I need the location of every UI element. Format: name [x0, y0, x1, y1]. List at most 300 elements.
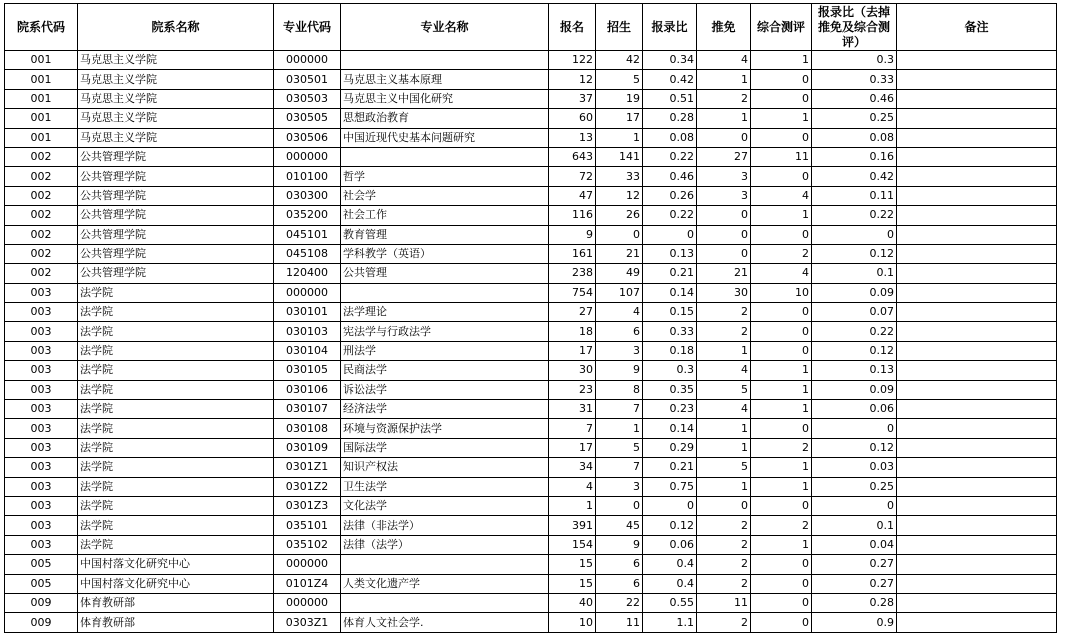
applicants-cell: 37: [549, 89, 596, 108]
admitted-cell: 45: [596, 516, 643, 535]
remarks-cell: [897, 264, 1057, 283]
major-name-cell: 教育管理: [341, 225, 549, 244]
comprehensive-cell: 0: [751, 574, 812, 593]
dept-name-cell: 法学院: [78, 303, 274, 322]
remarks-cell: [897, 361, 1057, 380]
header-ratio: 报录比: [643, 4, 697, 51]
major-name-cell: 文化法学: [341, 496, 549, 515]
remarks-cell: [897, 206, 1057, 225]
table-row: [5, 477, 1057, 496]
major-code-cell: 045108: [274, 244, 341, 263]
admitted-cell: 8: [596, 380, 643, 399]
applicants-cell: 60: [549, 109, 596, 128]
ratio-cell: 0.12: [643, 516, 697, 535]
major-name-cell: 宪法学与行政法学: [341, 322, 549, 341]
remarks-cell: [897, 341, 1057, 360]
admitted-cell: 7: [596, 458, 643, 477]
comprehensive-cell: 0: [751, 341, 812, 360]
admitted-cell: 11: [596, 613, 643, 632]
recommended-cell: 1: [697, 477, 751, 496]
comprehensive-cell: 1: [751, 51, 812, 70]
major-code-cell: 0301Z1: [274, 458, 341, 477]
applicants-cell: 643: [549, 147, 596, 166]
adjusted-ratio-cell: 0.1: [812, 516, 897, 535]
major-name-cell: 诉讼法学: [341, 380, 549, 399]
dept-code-cell: 001: [5, 89, 78, 108]
remarks-cell: [897, 400, 1057, 419]
comprehensive-cell: 10: [751, 283, 812, 302]
ratio-cell: 0.15: [643, 303, 697, 322]
dept-code-cell: 003: [5, 380, 78, 399]
remarks-cell: [897, 535, 1057, 554]
recommended-cell: 2: [697, 574, 751, 593]
major-name-cell: 中国近现代史基本问题研究: [341, 128, 549, 147]
admitted-cell: 26: [596, 206, 643, 225]
applicants-cell: 238: [549, 264, 596, 283]
major-name-cell: 体育人文社会学.: [341, 613, 549, 632]
header-comprehensive: 综合测评: [751, 4, 812, 51]
comprehensive-cell: 0: [751, 225, 812, 244]
dept-name-cell: 法学院: [78, 361, 274, 380]
dept-name-cell: 公共管理学院: [78, 186, 274, 205]
dept-name-cell: 公共管理学院: [78, 167, 274, 186]
adjusted-ratio-cell: 0.16: [812, 147, 897, 166]
admitted-cell: 1: [596, 419, 643, 438]
admitted-cell: 107: [596, 283, 643, 302]
dept-name-cell: 法学院: [78, 458, 274, 477]
table-row: [5, 244, 1057, 263]
recommended-cell: 2: [697, 303, 751, 322]
remarks-cell: [897, 225, 1057, 244]
table-row: [5, 574, 1057, 593]
applicants-cell: 122: [549, 51, 596, 70]
recommended-cell: 1: [697, 438, 751, 457]
admitted-cell: 3: [596, 477, 643, 496]
major-name-cell: 公共管理: [341, 264, 549, 283]
comprehensive-cell: 2: [751, 244, 812, 263]
comprehensive-cell: 1: [751, 535, 812, 554]
remarks-cell: [897, 593, 1057, 612]
adjusted-ratio-cell: 0.09: [812, 380, 897, 399]
adjusted-ratio-cell: 0: [812, 419, 897, 438]
adjusted-ratio-cell: 0.07: [812, 303, 897, 322]
comprehensive-cell: 0: [751, 613, 812, 632]
comprehensive-cell: 0: [751, 89, 812, 108]
remarks-cell: [897, 109, 1057, 128]
admitted-cell: 22: [596, 593, 643, 612]
dept-code-cell: 002: [5, 264, 78, 283]
dept-name-cell: 体育教研部: [78, 613, 274, 632]
admitted-cell: 12: [596, 186, 643, 205]
adjusted-ratio-cell: 0.9: [812, 613, 897, 632]
major-code-cell: 0303Z1: [274, 613, 341, 632]
major-code-cell: 035200: [274, 206, 341, 225]
dept-code-cell: 003: [5, 361, 78, 380]
comprehensive-cell: 1: [751, 380, 812, 399]
header-adjusted-ratio: 报录比（去掉推免及综合测评）: [812, 4, 897, 51]
major-code-cell: 0301Z2: [274, 477, 341, 496]
recommended-cell: 4: [697, 51, 751, 70]
comprehensive-cell: 4: [751, 186, 812, 205]
admitted-cell: 19: [596, 89, 643, 108]
adjusted-ratio-cell: 0.22: [812, 206, 897, 225]
major-name-cell: 人类文化遗产学: [341, 574, 549, 593]
applicants-cell: 154: [549, 535, 596, 554]
ratio-cell: 0: [643, 225, 697, 244]
ratio-cell: 0.4: [643, 555, 697, 574]
dept-name-cell: 马克思主义学院: [78, 109, 274, 128]
remarks-cell: [897, 283, 1057, 302]
dept-name-cell: 马克思主义学院: [78, 128, 274, 147]
remarks-cell: [897, 322, 1057, 341]
adjusted-ratio-cell: 0.25: [812, 477, 897, 496]
remarks-cell: [897, 128, 1057, 147]
comprehensive-cell: 0: [751, 555, 812, 574]
adjusted-ratio-cell: 0.12: [812, 438, 897, 457]
recommended-cell: 1: [697, 341, 751, 360]
adjusted-ratio-cell: 0.13: [812, 361, 897, 380]
adjusted-ratio-cell: 0.22: [812, 322, 897, 341]
dept-name-cell: 法学院: [78, 419, 274, 438]
admitted-cell: 49: [596, 264, 643, 283]
dept-code-cell: 002: [5, 147, 78, 166]
dept-name-cell: 中国村落文化研究中心: [78, 555, 274, 574]
remarks-cell: [897, 477, 1057, 496]
dept-name-cell: 法学院: [78, 400, 274, 419]
recommended-cell: 5: [697, 458, 751, 477]
dept-code-cell: 003: [5, 419, 78, 438]
table-row: [5, 380, 1057, 399]
remarks-cell: [897, 516, 1057, 535]
major-code-cell: 120400: [274, 264, 341, 283]
comprehensive-cell: 1: [751, 109, 812, 128]
adjusted-ratio-cell: 0.27: [812, 555, 897, 574]
table-row: [5, 555, 1057, 574]
major-code-cell: 030503: [274, 89, 341, 108]
table-row: [5, 535, 1057, 554]
recommended-cell: 2: [697, 89, 751, 108]
ratio-cell: 0.21: [643, 264, 697, 283]
table-row: [5, 361, 1057, 380]
major-code-cell: 000000: [274, 555, 341, 574]
dept-name-cell: 马克思主义学院: [78, 70, 274, 89]
comprehensive-cell: 2: [751, 438, 812, 457]
recommended-cell: 2: [697, 322, 751, 341]
ratio-cell: 0.08: [643, 128, 697, 147]
major-code-cell: 000000: [274, 51, 341, 70]
major-name-cell: 马克思主义中国化研究: [341, 89, 549, 108]
recommended-cell: 2: [697, 613, 751, 632]
dept-code-cell: 003: [5, 438, 78, 457]
remarks-cell: [897, 419, 1057, 438]
dept-code-cell: 003: [5, 496, 78, 515]
adjusted-ratio-cell: 0.12: [812, 244, 897, 263]
admitted-cell: 1: [596, 128, 643, 147]
major-name-cell: 马克思主义基本原理: [341, 70, 549, 89]
applicants-cell: 9: [549, 225, 596, 244]
table-row: [5, 419, 1057, 438]
recommended-cell: 0: [697, 206, 751, 225]
major-name-cell: [341, 593, 549, 612]
remarks-cell: [897, 496, 1057, 515]
dept-code-cell: 003: [5, 303, 78, 322]
dept-name-cell: 马克思主义学院: [78, 51, 274, 70]
recommended-cell: 0: [697, 225, 751, 244]
header-recommended: 推免: [697, 4, 751, 51]
major-code-cell: 000000: [274, 283, 341, 302]
comprehensive-cell: 0: [751, 303, 812, 322]
comprehensive-cell: 0: [751, 70, 812, 89]
ratio-cell: 0.46: [643, 167, 697, 186]
major-name-cell: [341, 283, 549, 302]
table-row: [5, 264, 1057, 283]
adjusted-ratio-cell: 0.27: [812, 574, 897, 593]
major-code-cell: 030106: [274, 380, 341, 399]
admitted-cell: 9: [596, 361, 643, 380]
table-row: [5, 283, 1057, 302]
table-row: [5, 458, 1057, 477]
dept-name-cell: 公共管理学院: [78, 147, 274, 166]
major-code-cell: 035101: [274, 516, 341, 535]
header-admitted: 招生: [596, 4, 643, 51]
dept-code-cell: 001: [5, 51, 78, 70]
comprehensive-cell: 0: [751, 419, 812, 438]
table-body: [5, 51, 1057, 633]
table-row: [5, 322, 1057, 341]
admitted-cell: 7: [596, 400, 643, 419]
recommended-cell: 2: [697, 555, 751, 574]
major-name-cell: 国际法学: [341, 438, 549, 457]
admitted-cell: 5: [596, 438, 643, 457]
header-applicants: 报名: [549, 4, 596, 51]
remarks-cell: [897, 89, 1057, 108]
applicants-cell: 17: [549, 438, 596, 457]
adjusted-ratio-cell: 0: [812, 496, 897, 515]
ratio-cell: 0.18: [643, 341, 697, 360]
recommended-cell: 2: [697, 535, 751, 554]
ratio-cell: 0.06: [643, 535, 697, 554]
header-dept-name: 院系名称: [78, 4, 274, 51]
major-name-cell: 民商法学: [341, 361, 549, 380]
applicants-cell: 17: [549, 341, 596, 360]
dept-code-cell: 005: [5, 574, 78, 593]
comprehensive-cell: 4: [751, 264, 812, 283]
dept-code-cell: 001: [5, 70, 78, 89]
table-row: [5, 70, 1057, 89]
adjusted-ratio-cell: 0.12: [812, 341, 897, 360]
major-code-cell: 030108: [274, 419, 341, 438]
table-row: [5, 341, 1057, 360]
major-code-cell: 030505: [274, 109, 341, 128]
applicants-cell: 23: [549, 380, 596, 399]
remarks-cell: [897, 147, 1057, 166]
table-row: [5, 400, 1057, 419]
dept-name-cell: 体育教研部: [78, 593, 274, 612]
dept-name-cell: 法学院: [78, 438, 274, 457]
applicants-cell: 13: [549, 128, 596, 147]
major-code-cell: 030101: [274, 303, 341, 322]
ratio-cell: 0.22: [643, 206, 697, 225]
dept-code-cell: 003: [5, 400, 78, 419]
adjusted-ratio-cell: 0.1: [812, 264, 897, 283]
ratio-cell: 0.23: [643, 400, 697, 419]
admitted-cell: 5: [596, 70, 643, 89]
dept-name-cell: 公共管理学院: [78, 264, 274, 283]
adjusted-ratio-cell: 0.25: [812, 109, 897, 128]
ratio-cell: 0.42: [643, 70, 697, 89]
major-code-cell: 030506: [274, 128, 341, 147]
remarks-cell: [897, 186, 1057, 205]
recommended-cell: 4: [697, 400, 751, 419]
dept-name-cell: 公共管理学院: [78, 206, 274, 225]
applicants-cell: 72: [549, 167, 596, 186]
ratio-cell: 0.75: [643, 477, 697, 496]
recommended-cell: 1: [697, 109, 751, 128]
dept-name-cell: 法学院: [78, 341, 274, 360]
header-major-code: 专业代码: [274, 4, 341, 51]
dept-code-cell: 002: [5, 244, 78, 263]
applicants-cell: 18: [549, 322, 596, 341]
dept-code-cell: 001: [5, 109, 78, 128]
major-code-cell: 045101: [274, 225, 341, 244]
table-row: [5, 516, 1057, 535]
ratio-cell: 1.1: [643, 613, 697, 632]
major-code-cell: 0301Z3: [274, 496, 341, 515]
recommended-cell: 4: [697, 361, 751, 380]
ratio-cell: 0.55: [643, 593, 697, 612]
applicants-cell: 47: [549, 186, 596, 205]
table-row: [5, 51, 1057, 70]
adjusted-ratio-cell: 0.42: [812, 167, 897, 186]
applicants-cell: 754: [549, 283, 596, 302]
applicants-cell: 391: [549, 516, 596, 535]
comprehensive-cell: 0: [751, 496, 812, 515]
dept-name-cell: 法学院: [78, 322, 274, 341]
admitted-cell: 6: [596, 574, 643, 593]
major-name-cell: 知识产权法: [341, 458, 549, 477]
ratio-cell: 0.4: [643, 574, 697, 593]
major-code-cell: 0101Z4: [274, 574, 341, 593]
dept-name-cell: 公共管理学院: [78, 225, 274, 244]
remarks-cell: [897, 380, 1057, 399]
major-name-cell: 环境与资源保护法学: [341, 419, 549, 438]
applicants-cell: 12: [549, 70, 596, 89]
table-row: [5, 186, 1057, 205]
major-code-cell: 010100: [274, 167, 341, 186]
comprehensive-cell: 1: [751, 400, 812, 419]
ratio-cell: 0.26: [643, 186, 697, 205]
ratio-cell: 0.33: [643, 322, 697, 341]
recommended-cell: 11: [697, 593, 751, 612]
adjusted-ratio-cell: 0.28: [812, 593, 897, 612]
major-code-cell: 000000: [274, 147, 341, 166]
ratio-cell: 0.3: [643, 361, 697, 380]
applicants-cell: 161: [549, 244, 596, 263]
dept-name-cell: 法学院: [78, 380, 274, 399]
major-code-cell: 030105: [274, 361, 341, 380]
header-remarks: 备注: [897, 4, 1057, 51]
admitted-cell: 9: [596, 535, 643, 554]
admitted-cell: 33: [596, 167, 643, 186]
dept-code-cell: 002: [5, 225, 78, 244]
major-name-cell: [341, 147, 549, 166]
major-name-cell: 卫生法学: [341, 477, 549, 496]
dept-name-cell: 法学院: [78, 516, 274, 535]
applicants-cell: 31: [549, 400, 596, 419]
admitted-cell: 0: [596, 225, 643, 244]
remarks-cell: [897, 167, 1057, 186]
adjusted-ratio-cell: 0.46: [812, 89, 897, 108]
major-code-cell: 030300: [274, 186, 341, 205]
dept-name-cell: 马克思主义学院: [78, 89, 274, 108]
recommended-cell: 1: [697, 70, 751, 89]
ratio-cell: 0.14: [643, 419, 697, 438]
adjusted-ratio-cell: 0.06: [812, 400, 897, 419]
ratio-cell: 0.22: [643, 147, 697, 166]
dept-code-cell: 003: [5, 516, 78, 535]
admission-table: [4, 3, 1057, 633]
remarks-cell: [897, 244, 1057, 263]
admitted-cell: 42: [596, 51, 643, 70]
admitted-cell: 3: [596, 341, 643, 360]
dept-code-cell: 005: [5, 555, 78, 574]
recommended-cell: 0: [697, 496, 751, 515]
adjusted-ratio-cell: 0.33: [812, 70, 897, 89]
table-row: [5, 593, 1057, 612]
remarks-cell: [897, 70, 1057, 89]
applicants-cell: 15: [549, 574, 596, 593]
dept-name-cell: 法学院: [78, 477, 274, 496]
dept-name-cell: 法学院: [78, 283, 274, 302]
applicants-cell: 4: [549, 477, 596, 496]
applicants-cell: 40: [549, 593, 596, 612]
dept-code-cell: 003: [5, 477, 78, 496]
remarks-cell: [897, 438, 1057, 457]
dept-name-cell: 公共管理学院: [78, 244, 274, 263]
dept-code-cell: 009: [5, 613, 78, 632]
remarks-cell: [897, 458, 1057, 477]
comprehensive-cell: 2: [751, 516, 812, 535]
adjusted-ratio-cell: 0.11: [812, 186, 897, 205]
adjusted-ratio-cell: 0.03: [812, 458, 897, 477]
ratio-cell: 0.34: [643, 51, 697, 70]
dept-code-cell: 002: [5, 167, 78, 186]
comprehensive-cell: 0: [751, 322, 812, 341]
major-name-cell: 刑法学: [341, 341, 549, 360]
applicants-cell: 30: [549, 361, 596, 380]
applicants-cell: 15: [549, 555, 596, 574]
recommended-cell: 1: [697, 419, 751, 438]
adjusted-ratio-cell: 0.08: [812, 128, 897, 147]
dept-code-cell: 002: [5, 206, 78, 225]
comprehensive-cell: 0: [751, 167, 812, 186]
ratio-cell: 0: [643, 496, 697, 515]
admitted-cell: 4: [596, 303, 643, 322]
header-major-name: 专业名称: [341, 4, 549, 51]
remarks-cell: [897, 555, 1057, 574]
major-name-cell: 经济法学: [341, 400, 549, 419]
recommended-cell: 5: [697, 380, 751, 399]
table-row: [5, 147, 1057, 166]
recommended-cell: 21: [697, 264, 751, 283]
applicants-cell: 7: [549, 419, 596, 438]
recommended-cell: 2: [697, 516, 751, 535]
adjusted-ratio-cell: 0.04: [812, 535, 897, 554]
table-row: [5, 438, 1057, 457]
major-name-cell: 学科教学（英语）: [341, 244, 549, 263]
remarks-cell: [897, 303, 1057, 322]
ratio-cell: 0.35: [643, 380, 697, 399]
